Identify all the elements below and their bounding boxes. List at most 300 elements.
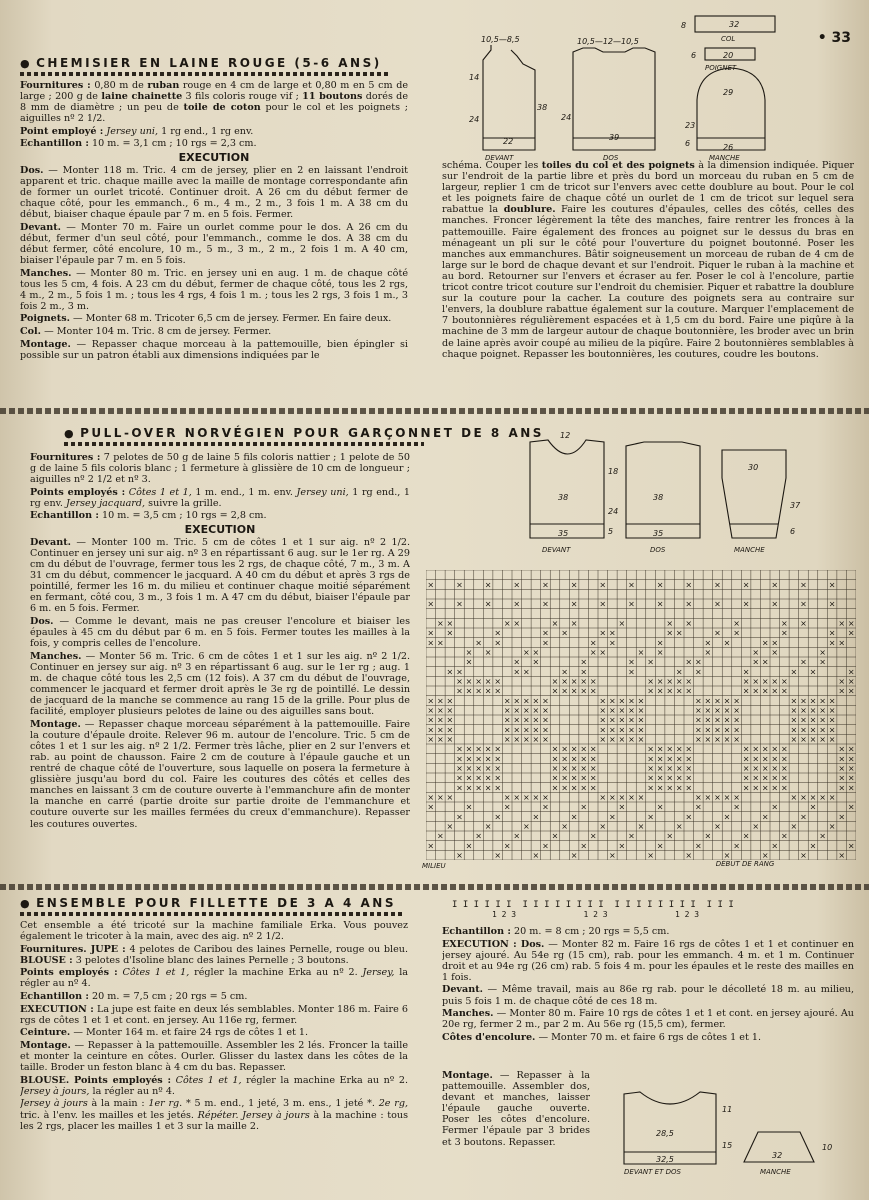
svg-text:×: × bbox=[714, 822, 721, 831]
paragraph: Echantillon : 10 m. = 3,5 cm ; 10 rgs = 2,8 cm. bbox=[30, 510, 267, 522]
svg-text:×: × bbox=[828, 706, 836, 715]
title-rule bbox=[64, 442, 424, 446]
svg-text:×: × bbox=[761, 783, 769, 793]
svg-text:×: × bbox=[570, 754, 578, 764]
svg-text:×: × bbox=[513, 715, 521, 725]
devant-width-dim: 22 bbox=[503, 137, 514, 146]
svg-text:×: × bbox=[847, 764, 855, 773]
svg-text:×: × bbox=[628, 657, 635, 667]
svg-text:×: × bbox=[666, 628, 674, 638]
svg-text:×: × bbox=[790, 822, 798, 831]
ensemble-manche-label: MANCHE bbox=[760, 1168, 791, 1176]
svg-text:×: × bbox=[446, 735, 454, 744]
svg-text:×: × bbox=[685, 619, 693, 628]
paragraph: EXECUTION : La jupe est faite en deux lés semblables. Monter 186 m. Faire 6 rgs de côtes 1 et 1 et cont. en jersey. Au 116e rg, fermer. bbox=[20, 1003, 408, 1026]
svg-text:×: × bbox=[637, 725, 645, 735]
svg-text:×: × bbox=[561, 783, 568, 793]
ensemble-w1-dim: 28,5 bbox=[656, 1129, 674, 1138]
svg-text:×: × bbox=[522, 696, 530, 706]
svg-text:×: × bbox=[733, 725, 740, 735]
ensemble-w2-dim: 32,5 bbox=[656, 1155, 674, 1164]
paragraph: Fournitures : 7 pelotes de 50 g de laine 5 fils coloris nattier ; 1 pelote de 50 g de laine 5 fils coloris blanc ; 1 fermeture à glissière de 10 cm de longueur ; aiguilles nº 2 1/2 et nº 3. bbox=[30, 452, 410, 486]
svg-text:×: × bbox=[694, 793, 702, 802]
svg-text:×: × bbox=[446, 696, 454, 706]
svg-text:×: × bbox=[446, 619, 454, 628]
svg-text:×: × bbox=[790, 706, 798, 715]
pull-devant-h3-dim: 5 bbox=[608, 527, 614, 536]
svg-text:×: × bbox=[780, 773, 788, 783]
svg-text:×: × bbox=[723, 715, 731, 725]
section-separator bbox=[0, 884, 869, 890]
svg-text:×: × bbox=[838, 686, 846, 696]
svg-text:×: × bbox=[685, 677, 693, 686]
svg-text:×: × bbox=[436, 706, 444, 715]
svg-text:×: × bbox=[790, 725, 798, 735]
svg-text:×: × bbox=[828, 599, 836, 609]
svg-text:×: × bbox=[542, 841, 549, 851]
chemisier-text bbox=[20, 80, 408, 402]
paragraph: Manches. — Monter 56 m. Tric. 6 cm de côtes 1 et 1 sur les aig. nº 2 1/2. Continuer en jersey sur aig. nº 3 en répartissant 6 aug. sur le 1er rg ; aug. 1 m. de chaque côté tous les 2,5 cm (12 fois). A 37 cm du début de l'ouvrage, commencer le jacquard et fermer droit après le 3e rg de pointillé. Le dessin de jacquard de la manche se commence au rang 15 de la grille. Pour plus de facilité, employer plusieurs pelotes de laine ou des aiguilles sans bout. bbox=[30, 650, 410, 718]
svg-text:×: × bbox=[561, 764, 568, 773]
manche-width-dim: 26 bbox=[723, 143, 734, 152]
svg-text:×: × bbox=[628, 715, 635, 725]
svg-text:×: × bbox=[780, 783, 788, 793]
paragraph: Fournitures : 0,80 m de ruban rouge en 4 cm de large et 0,80 m en 5 cm de large ; 200 g de laine chainette 3 fils coloris rouge vif ; 11 boutons dorés de 8 mm de diamètre ; un peu de toile de coton pour le col et les poignets ; aiguilles nº 2 1/2. bbox=[20, 80, 408, 125]
svg-text:×: × bbox=[761, 657, 769, 667]
svg-text:×: × bbox=[828, 628, 836, 638]
ensemble-h2-dim: 15 bbox=[722, 1141, 733, 1150]
svg-text:×: × bbox=[800, 706, 807, 715]
svg-text:×: × bbox=[714, 580, 721, 590]
svg-text:×: × bbox=[542, 735, 549, 744]
svg-text:×: × bbox=[714, 735, 721, 744]
pull-manche-top-dim: 30 bbox=[748, 463, 759, 472]
svg-text:×: × bbox=[570, 580, 578, 590]
svg-text:×: × bbox=[589, 773, 597, 783]
svg-text:×: × bbox=[475, 754, 482, 764]
svg-text:×: × bbox=[513, 580, 521, 590]
svg-text:×: × bbox=[513, 619, 521, 628]
page-number: • 33 bbox=[817, 30, 851, 46]
ensemble-body-shape bbox=[624, 1092, 716, 1164]
pull-dos-w2-dim: 35 bbox=[653, 529, 664, 538]
svg-text:×: × bbox=[618, 735, 626, 744]
svg-text:×: × bbox=[580, 667, 588, 677]
svg-text:×: × bbox=[608, 706, 616, 715]
manche-h2-dim: 6 bbox=[685, 139, 691, 148]
svg-text:×: × bbox=[647, 812, 654, 822]
svg-text:×: × bbox=[809, 706, 817, 715]
svg-text:×: × bbox=[838, 773, 846, 783]
svg-text:×: × bbox=[551, 831, 559, 841]
svg-text:×: × bbox=[809, 725, 817, 735]
ensemble-montage-text bbox=[442, 1070, 590, 1180]
svg-text:×: × bbox=[484, 773, 492, 783]
ensemble-h1-dim: 11 bbox=[722, 1105, 733, 1114]
svg-text:×: × bbox=[723, 793, 731, 802]
svg-text:×: × bbox=[790, 735, 798, 744]
svg-text:×: × bbox=[618, 725, 626, 735]
svg-text:×: × bbox=[599, 628, 607, 638]
svg-text:×: × bbox=[752, 754, 760, 764]
svg-text:×: × bbox=[580, 677, 588, 686]
svg-text:×: × bbox=[580, 764, 588, 773]
svg-text:×: × bbox=[800, 619, 807, 628]
svg-text:×: × bbox=[675, 744, 683, 754]
svg-text:×: × bbox=[819, 648, 826, 657]
svg-text:×: × bbox=[436, 793, 444, 802]
svg-text:×: × bbox=[828, 638, 836, 648]
svg-text:×: × bbox=[761, 677, 769, 686]
svg-text:×: × bbox=[436, 696, 444, 706]
svg-text:×: × bbox=[847, 754, 855, 764]
svg-text:×: × bbox=[542, 638, 549, 648]
svg-text:×: × bbox=[446, 715, 454, 725]
svg-text:×: × bbox=[580, 773, 588, 783]
svg-text:×: × bbox=[532, 735, 540, 744]
svg-text:×: × bbox=[733, 802, 740, 812]
svg-text:×: × bbox=[628, 735, 635, 744]
svg-text:×: × bbox=[628, 580, 635, 590]
svg-text:×: × bbox=[551, 783, 559, 793]
svg-text:×: × bbox=[475, 764, 482, 773]
paragraph: Montage. — Repasser à la pattemouille. Assembler dos, devant et manches, laisser l'épaule gauche ouverte. Poser les côtes d'encolure. Fermer l'épaule par 3 brides et 3 boutons. Repasser. bbox=[442, 1070, 590, 1148]
svg-text:×: × bbox=[685, 580, 693, 590]
svg-text:×: × bbox=[771, 599, 779, 609]
svg-text:×: × bbox=[542, 793, 549, 802]
svg-text:×: × bbox=[628, 831, 635, 841]
svg-text:×: × bbox=[618, 696, 626, 706]
svg-text:×: × bbox=[675, 686, 683, 696]
svg-text:×: × bbox=[551, 619, 559, 628]
chemisier-montage-text bbox=[442, 160, 854, 405]
svg-text:×: × bbox=[847, 744, 855, 754]
svg-text:×: × bbox=[561, 744, 568, 754]
dos-top-dim: 10,5—12—10,5 bbox=[577, 37, 639, 46]
svg-text:×: × bbox=[752, 744, 760, 754]
svg-text:×: × bbox=[551, 686, 559, 696]
pull-devant-w2-dim: 35 bbox=[558, 529, 569, 538]
svg-text:×: × bbox=[542, 628, 549, 638]
svg-text:×: × bbox=[780, 619, 788, 628]
svg-text:×: × bbox=[780, 744, 788, 754]
svg-text:×: × bbox=[809, 696, 817, 706]
svg-text:×: × bbox=[456, 599, 463, 609]
svg-text:×: × bbox=[570, 783, 578, 793]
svg-text:×: × bbox=[714, 793, 721, 802]
svg-text:×: × bbox=[618, 619, 626, 628]
svg-text:×: × bbox=[456, 764, 463, 773]
svg-text:×: × bbox=[608, 851, 616, 860]
svg-text:×: × bbox=[446, 667, 454, 677]
svg-text:×: × bbox=[819, 725, 826, 735]
svg-text:×: × bbox=[694, 696, 702, 706]
svg-text:×: × bbox=[847, 686, 855, 696]
paragraph: Devant. — Monter 70 m. Faire un ourlet comme pour le dos. A 26 cm du début, fermer d'un seul côté, pour l'emmanch., comme le dos. A 38 cm du début fermer, côté encolure, 10 m., 5 m., 3 m., 2 m., 2 fois 1 m. A 40 cm, biaiser l'épaule par 7 m. en 5 fois. bbox=[20, 221, 408, 266]
poignet-width-dim: 20 bbox=[723, 51, 734, 60]
paragraph: Fournitures. JUPE : 4 pelotes de Caribou des laines Pernelle, rouge ou bleu. BLOUSE : 3 pelotes d'Isoline blanc des laines Pernelle ; 3 boutons. bbox=[20, 943, 408, 966]
svg-text:×: × bbox=[427, 580, 435, 590]
svg-text:×: × bbox=[589, 677, 597, 686]
svg-text:×: × bbox=[532, 696, 540, 706]
ensemble-dd-label: DEVANT ET DOS bbox=[624, 1168, 681, 1176]
svg-text:×: × bbox=[494, 754, 502, 764]
svg-text:×: × bbox=[589, 754, 597, 764]
dos-width-dim: 39 bbox=[609, 133, 620, 142]
svg-text:×: × bbox=[608, 696, 616, 706]
svg-text:×: × bbox=[628, 667, 635, 677]
svg-text:×: × bbox=[427, 628, 435, 638]
paragraph: Devant. — Monter 100 m. Tric. 5 cm de côtes 1 et 1 sur aig. nº 2 1/2. Continuer en jersey uni sur aig. nº 3 en répartissant 6 aug. sur le 1er rg. A 29 cm du début de l'ouvrage, fermer tous les 2 rgs, de chaque côté, 7 m., 3 m. A 31 cm du début, commencer le jacquard. A 40 cm du début et après 3 rgs de pointillé, fermer les 16 m. du milieu et continuer chaque moitié séparément en fermant, côté cou, 3 m., 3 fois 1 m. A 47 cm du début, biaiser l'épaule par 6 m. en 5 fois. Fermer. bbox=[30, 536, 410, 615]
svg-text:×: × bbox=[532, 793, 540, 802]
svg-text:×: × bbox=[503, 696, 511, 706]
svg-text:×: × bbox=[819, 735, 826, 744]
svg-text:×: × bbox=[809, 793, 817, 802]
svg-text:×: × bbox=[847, 667, 855, 677]
svg-text:×: × bbox=[513, 706, 521, 715]
paragraph: Points employés : Côtes 1 et 1, 1 m. end., 1 m. env. Jersey uni, 1 rg end., 1 rg env. Jersey jacquard, suivre la grille. bbox=[30, 486, 410, 509]
svg-text:×: × bbox=[685, 851, 693, 860]
svg-text:×: × bbox=[475, 677, 482, 686]
svg-text:×: × bbox=[694, 706, 702, 715]
paragraph: Dos. — Comme le devant, mais ne pas creuser l'encolure et biaiser les épaules à 45 cm du début par 6 m. en 5 fois. Fermer toutes les mailles à la fois, y compris celles de l'encolure. bbox=[30, 615, 410, 649]
svg-text:×: × bbox=[599, 696, 607, 706]
svg-text:×: × bbox=[446, 793, 454, 802]
svg-text:×: × bbox=[666, 783, 674, 793]
pull-devant-top-dim: 12 bbox=[560, 431, 571, 440]
svg-text:×: × bbox=[599, 580, 607, 590]
svg-text:×: × bbox=[666, 686, 674, 696]
paragraph: Points employés : Côtes 1 et 1, régler la machine Erka au nº 2. Jersey, la régler au nº 4. bbox=[20, 967, 408, 990]
svg-text:×: × bbox=[819, 696, 826, 706]
ensemble-manche-h-dim: 10 bbox=[822, 1143, 833, 1152]
svg-text:×: × bbox=[714, 696, 721, 706]
svg-text:×: × bbox=[704, 715, 712, 725]
svg-text:×: × bbox=[752, 677, 760, 686]
svg-text:×: × bbox=[675, 677, 683, 686]
svg-text:×: × bbox=[618, 706, 626, 715]
svg-text:×: × bbox=[685, 783, 693, 793]
svg-text:×: × bbox=[561, 686, 568, 696]
svg-text:×: × bbox=[771, 764, 779, 773]
paragraph: Devant. — Même travail, mais au 86e rg rab. pour le décolleté 18 m. au milieu, puis 5 fois 1 m. de chaque côté de ces 18 m. bbox=[442, 984, 854, 1007]
svg-text:×: × bbox=[714, 706, 721, 715]
svg-text:×: × bbox=[628, 793, 635, 802]
svg-text:×: × bbox=[714, 725, 721, 735]
svg-text:×: × bbox=[647, 764, 654, 773]
svg-text:×: × bbox=[427, 599, 435, 609]
svg-text:×: × bbox=[589, 638, 597, 648]
col-height-dim: 8 bbox=[681, 21, 687, 30]
svg-text:×: × bbox=[828, 696, 836, 706]
svg-text:×: × bbox=[494, 628, 502, 638]
svg-text:×: × bbox=[733, 628, 740, 638]
svg-text:×: × bbox=[570, 686, 578, 696]
svg-text:×: × bbox=[809, 841, 817, 851]
svg-text:×: × bbox=[465, 648, 473, 657]
svg-text:×: × bbox=[570, 599, 578, 609]
svg-text:×: × bbox=[427, 696, 435, 706]
svg-text:×: × bbox=[465, 744, 473, 754]
svg-text:×: × bbox=[484, 599, 492, 609]
svg-text:×: × bbox=[752, 822, 760, 831]
svg-text:×: × bbox=[522, 706, 530, 715]
svg-text:×: × bbox=[742, 677, 750, 686]
svg-text:×: × bbox=[561, 628, 568, 638]
svg-text:×: × bbox=[618, 715, 626, 725]
paragraph: Ceinture. — Monter 164 m. et faire 24 rgs de côtes 1 et 1. bbox=[20, 1027, 309, 1039]
svg-text:×: × bbox=[666, 677, 674, 686]
svg-text:×: × bbox=[532, 851, 540, 860]
svg-text:×: × bbox=[589, 783, 597, 793]
svg-text:×: × bbox=[733, 841, 740, 851]
svg-text:×: × bbox=[570, 677, 578, 686]
svg-text:×: × bbox=[675, 822, 683, 831]
svg-text:×: × bbox=[542, 599, 549, 609]
svg-text:×: × bbox=[819, 715, 826, 725]
svg-text:×: × bbox=[685, 773, 693, 783]
svg-text:×: × bbox=[599, 599, 607, 609]
svg-text:×: × bbox=[427, 841, 435, 851]
svg-text:×: × bbox=[551, 764, 559, 773]
svg-text:×: × bbox=[704, 793, 712, 802]
svg-text:×: × bbox=[838, 764, 846, 773]
svg-text:×: × bbox=[580, 802, 588, 812]
svg-text:×: × bbox=[847, 773, 855, 783]
svg-text:×: × bbox=[771, 841, 779, 851]
svg-text:×: × bbox=[637, 696, 645, 706]
svg-text:×: × bbox=[656, 841, 664, 851]
svg-text:×: × bbox=[809, 802, 817, 812]
svg-text:×: × bbox=[599, 648, 607, 657]
svg-text:×: × bbox=[637, 715, 645, 725]
svg-text:×: × bbox=[694, 725, 702, 735]
paragraph: Manches. — Monter 80 m. Tric. en jersey uni en aug. 1 m. de chaque côté tous les 5 cm, 4 fois. A 23 cm du début, fermer de chaque côté, tous les 2 rgs, 4 m., 2 m., 5 fois 1 m. ; tous les 4 rgs, 4 fois 1 m. ; tous les 2 rgs, 3 fois 1 m., 3 fois 2 m., 3 m. bbox=[20, 267, 408, 312]
svg-text:×: × bbox=[503, 793, 511, 802]
svg-text:×: × bbox=[675, 764, 683, 773]
svg-text:×: × bbox=[752, 648, 760, 657]
paragraph: Montage. — Repasser chaque morceau séparément à la pattemouille. Faire la couture d'épaule droite. Relever 96 m. autour de l'encolure. Tric. 5 cm de côtes 1 et 1 sur les aig. nº 2 1/2. Fermer très lâche, plier en 2 sur l'envers et rab. au point de chausson. Faire 2 cm de couture à l'épaule gauche et un rentré de chaque côté de l'ouverture, sous laquelle on posera la fermeture à glissière jusqu'au bord du col. Faire les coutures des côtés et celles des manches en laissant 3 cm de couture ouverte à l'emmanchure afin de monter la manche en carré (partie droite sur partie droite de l'emmanchure et couture ouverte sur les mailles fermées du creux d'emmanchure). Repasser les coutures ouvertes. bbox=[30, 718, 410, 830]
devant-h1-dim: 38 bbox=[537, 103, 548, 112]
title-rule bbox=[20, 72, 390, 76]
svg-text:×: × bbox=[628, 599, 635, 609]
svg-text:×: × bbox=[513, 831, 521, 841]
svg-text:×: × bbox=[819, 657, 826, 667]
svg-text:×: × bbox=[503, 725, 511, 735]
svg-text:×: × bbox=[580, 783, 588, 793]
pull-devant-label: DEVANT bbox=[542, 546, 571, 554]
svg-text:×: × bbox=[666, 831, 674, 841]
svg-text:×: × bbox=[771, 802, 779, 812]
svg-text:×: × bbox=[675, 783, 683, 793]
svg-text:×: × bbox=[608, 638, 616, 648]
section-title-pullover: ● PULL-OVER NORVÉGIEN POUR GARÇONNET DE 8 ANS bbox=[64, 426, 544, 440]
svg-text:×: × bbox=[570, 812, 578, 822]
svg-text:×: × bbox=[637, 735, 645, 744]
svg-text:×: × bbox=[475, 783, 482, 793]
svg-text:×: × bbox=[761, 744, 769, 754]
pull-devant-shape bbox=[530, 440, 604, 538]
section-separator bbox=[0, 408, 869, 414]
svg-text:×: × bbox=[685, 812, 693, 822]
svg-text:×: × bbox=[752, 783, 760, 793]
svg-text:×: × bbox=[761, 754, 769, 764]
svg-text:×: × bbox=[704, 638, 712, 648]
svg-text:×: × bbox=[628, 696, 635, 706]
svg-text:×: × bbox=[456, 667, 463, 677]
svg-text:×: × bbox=[714, 599, 721, 609]
svg-text:×: × bbox=[580, 744, 588, 754]
svg-text:×: × bbox=[647, 773, 654, 783]
svg-text:×: × bbox=[704, 735, 712, 744]
svg-text:×: × bbox=[800, 851, 807, 860]
svg-text:×: × bbox=[828, 725, 836, 735]
svg-text:×: × bbox=[589, 648, 597, 657]
svg-text:×: × bbox=[436, 735, 444, 744]
svg-text:×: × bbox=[484, 744, 492, 754]
svg-text:×: × bbox=[733, 696, 740, 706]
dos-height-dim: 24 bbox=[561, 113, 572, 122]
svg-text:×: × bbox=[542, 706, 549, 715]
poignet-label: POIGNET bbox=[705, 64, 737, 72]
svg-text:×: × bbox=[456, 686, 463, 696]
svg-text:×: × bbox=[666, 773, 674, 783]
svg-text:×: × bbox=[694, 657, 702, 667]
svg-text:×: × bbox=[685, 599, 693, 609]
svg-text:×: × bbox=[647, 677, 654, 686]
svg-text:×: × bbox=[532, 812, 540, 822]
svg-text:×: × bbox=[503, 706, 511, 715]
svg-text:×: × bbox=[484, 754, 492, 764]
svg-text:×: × bbox=[436, 638, 444, 648]
svg-text:×: × bbox=[427, 706, 435, 715]
svg-text:×: × bbox=[790, 667, 798, 677]
svg-text:×: × bbox=[828, 580, 836, 590]
svg-text:×: × bbox=[465, 773, 473, 783]
svg-text:×: × bbox=[561, 667, 568, 677]
svg-text:×: × bbox=[456, 580, 463, 590]
pullover-pattern-diagram bbox=[510, 428, 830, 558]
ensemble-text bbox=[20, 920, 408, 1180]
svg-text:×: × bbox=[761, 773, 769, 783]
debut-label: DÉBUT DE RANG bbox=[715, 860, 775, 868]
svg-text:×: × bbox=[647, 754, 654, 764]
jacquard-grid bbox=[426, 570, 856, 860]
svg-text:×: × bbox=[656, 648, 664, 657]
svg-text:×: × bbox=[456, 812, 463, 822]
paragraph: BLOUSE. Points employés : Côtes 1 et 1, régler la machine Erka au nº 2. Jersey à jours, la régler au nº 4. bbox=[20, 1074, 408, 1097]
ensemble-manche-w-dim: 32 bbox=[772, 1151, 783, 1160]
paragraph: Montage. — Repasser chaque morceau à la pattemouille, bien épingler si possible sur un patron établi aux dimensions indiquées par le bbox=[20, 338, 408, 361]
svg-text:×: × bbox=[675, 754, 683, 764]
pull-manche-h-dim: 37 bbox=[790, 501, 801, 510]
svg-text:×: × bbox=[513, 725, 521, 735]
pull-devant-w1-dim: 38 bbox=[558, 493, 569, 502]
svg-text:×: × bbox=[465, 657, 473, 667]
svg-text:×: × bbox=[456, 851, 463, 860]
svg-text:×: × bbox=[752, 686, 760, 696]
svg-text:×: × bbox=[780, 831, 788, 841]
svg-text:×: × bbox=[800, 725, 807, 735]
svg-text:×: × bbox=[484, 822, 492, 831]
svg-text:×: × bbox=[694, 735, 702, 744]
svg-text:×: × bbox=[694, 802, 702, 812]
svg-text:×: × bbox=[580, 754, 588, 764]
svg-text:×: × bbox=[551, 744, 559, 754]
devant-top-dim: 10,5—8,5 bbox=[481, 35, 520, 44]
svg-text:×: × bbox=[723, 696, 731, 706]
svg-text:×: × bbox=[503, 841, 511, 851]
